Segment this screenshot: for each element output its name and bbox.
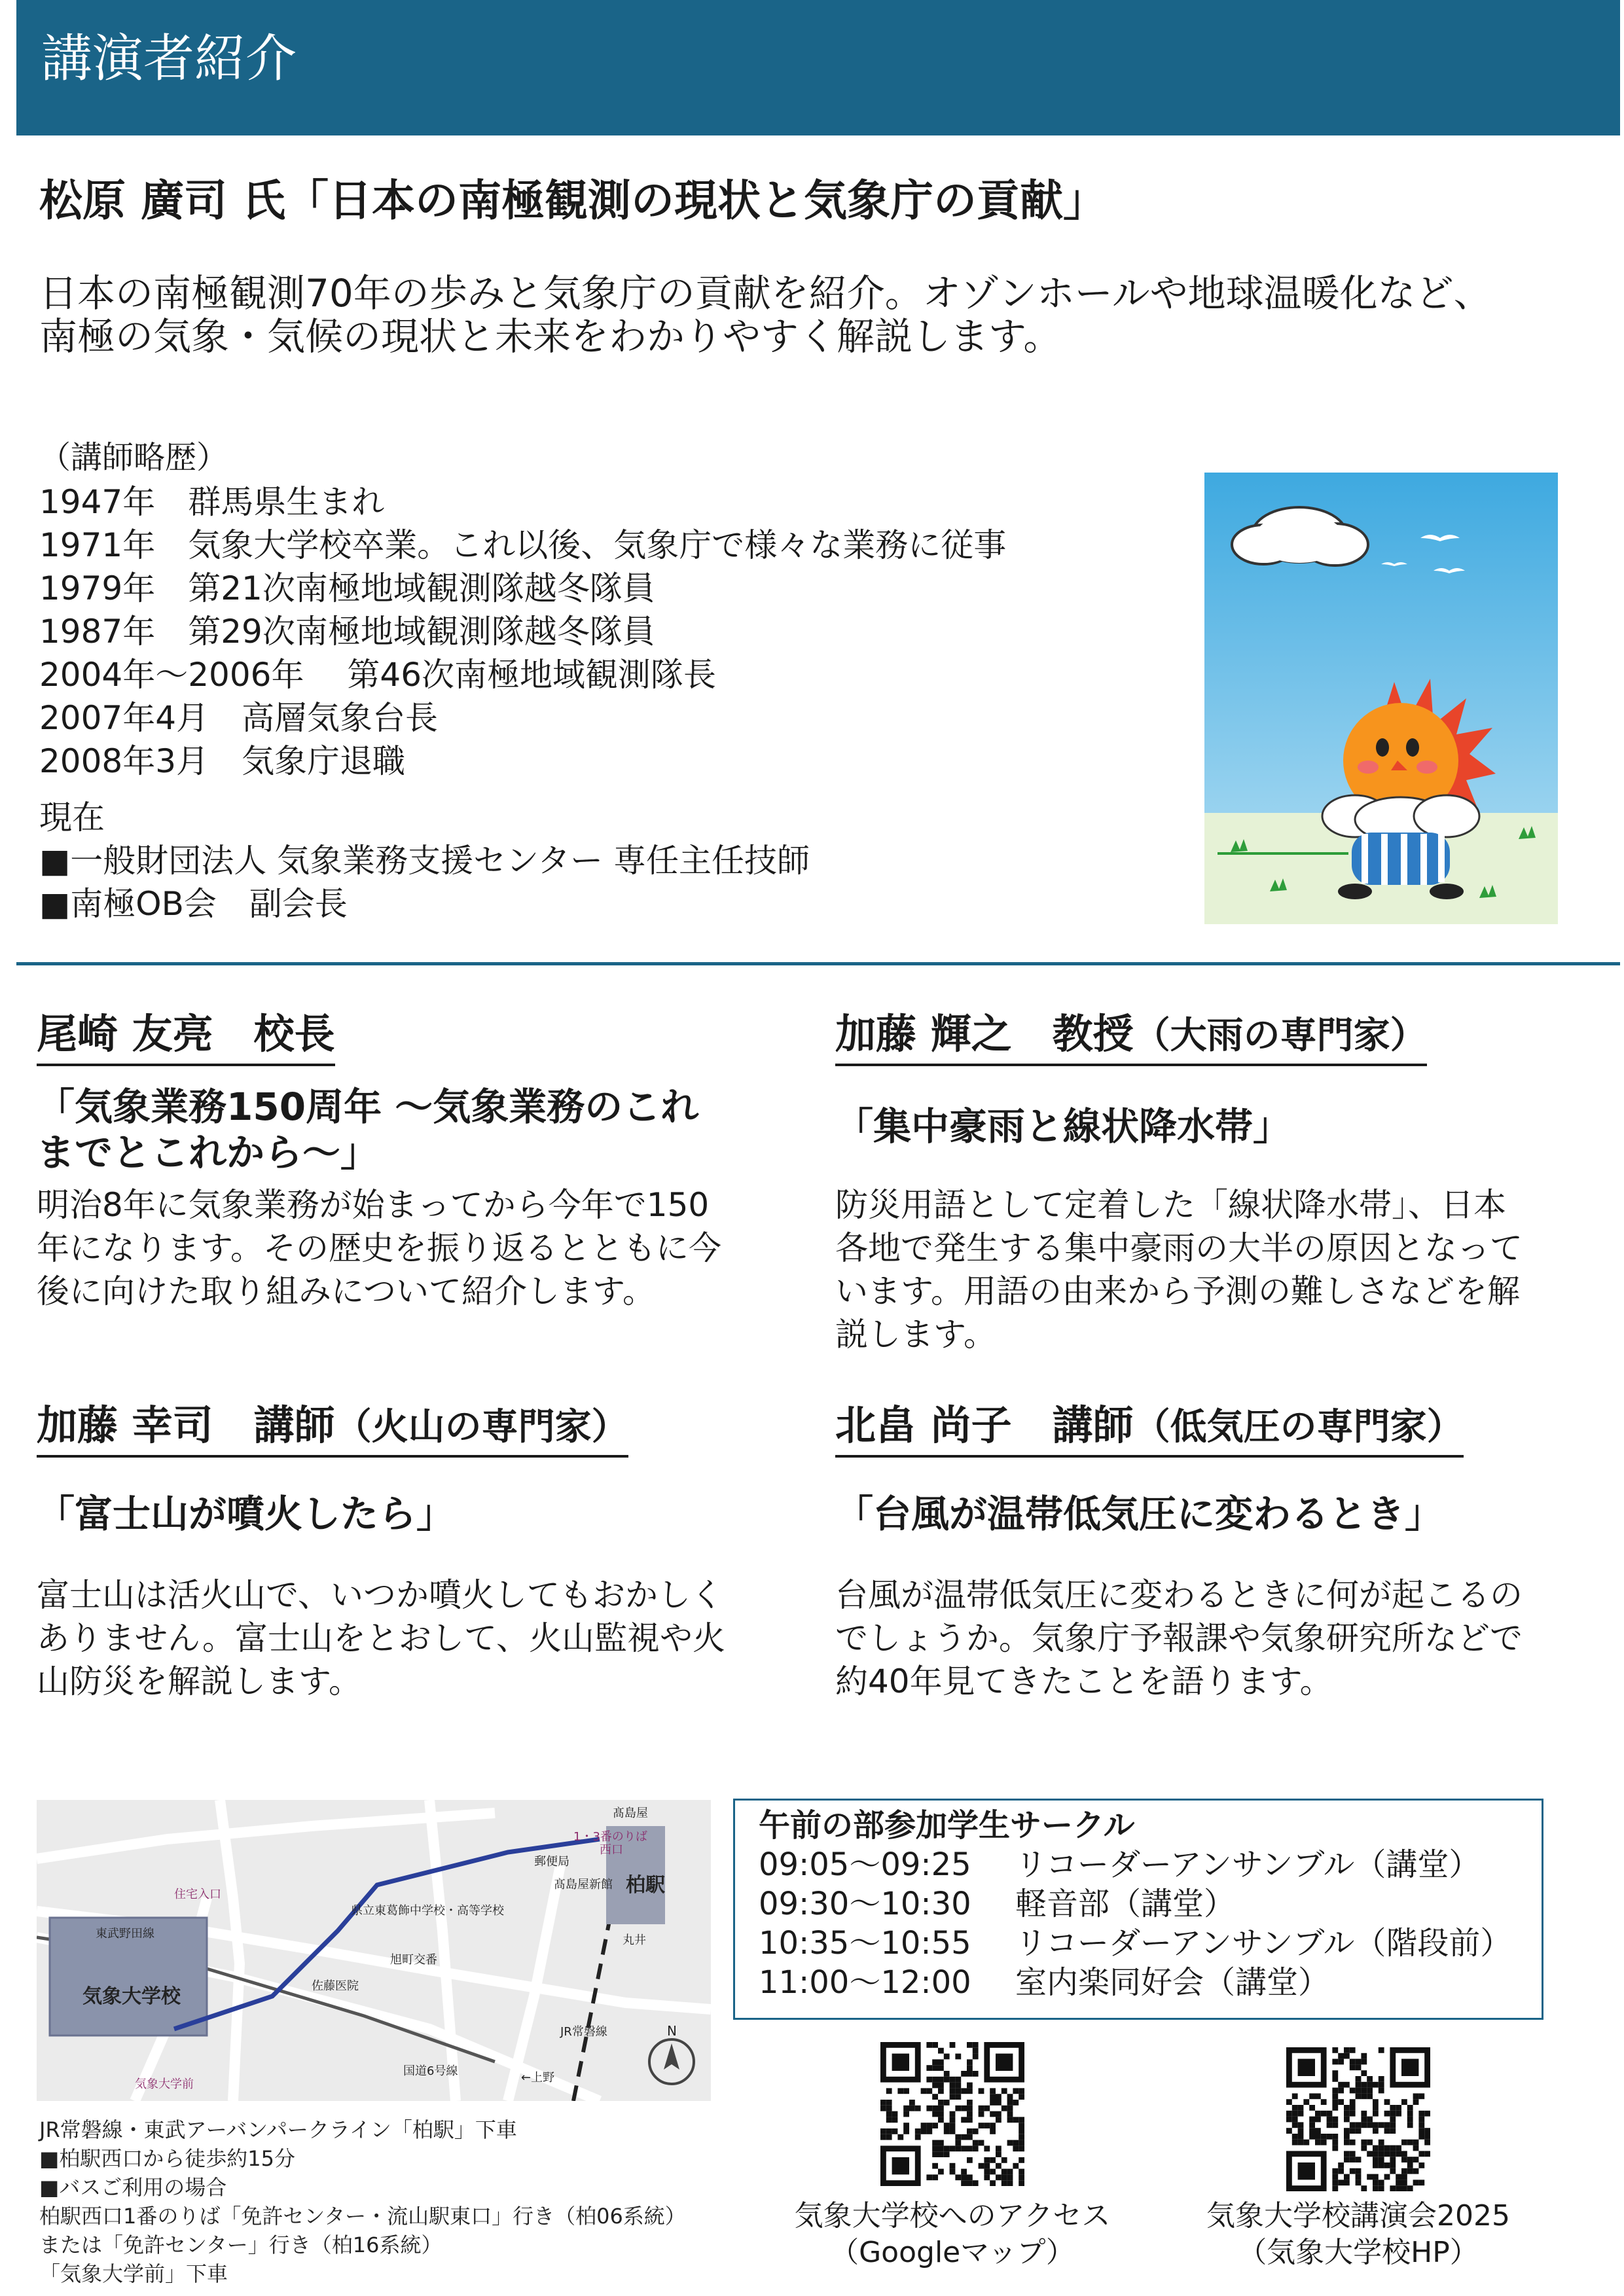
access-line: または「免許センター」行き（柏16系統） [39, 2233, 442, 2257]
map-label: 丸井 [623, 1933, 646, 1947]
desc-line: 富士山は活火山で、いつか噴火してもおかしく [37, 1576, 723, 1614]
talk-title-line: 「集中豪雨と線状降水帯」 [835, 1104, 1291, 1149]
talk-description [37, 1573, 725, 1703]
access-line: ■柏駅西口から徒歩約15分 [39, 2146, 295, 2171]
talk-title [835, 1103, 1291, 1149]
schedule-time: 09:30～10:30 [759, 1886, 971, 1922]
map-label: 国道6号線 [403, 2064, 458, 2078]
map-label: 柏駅 [626, 1874, 665, 1897]
desc-line: 後に向けた取り組みについて紹介します。 [37, 1272, 655, 1310]
speaker-name-text: 尾崎 友亮 校長 [37, 1010, 335, 1058]
lead-line: 日本の南極観測70年の歩みと気象庁の貢献を紹介。オゾンホールや地球温暖化など、 [39, 271, 1492, 315]
mascot-illustration [1204, 473, 1558, 924]
desc-line: でしょうか。気象庁予報課や気象研究所などで [835, 1619, 1523, 1657]
bio-row [39, 653, 1006, 696]
bio-year: 1947年 [39, 483, 156, 521]
desc-line: 約40年見てきたことを語ります。 [835, 1662, 1333, 1700]
speaker-name-text: 加藤 輝之 教授 [835, 1010, 1134, 1058]
speaker-card [37, 1008, 335, 1066]
bio-text: 群馬県生まれ [188, 483, 385, 521]
bio-text: 第21次南極地域観測隊越冬隊員 [188, 569, 655, 607]
bio-list [39, 480, 1006, 783]
bio-text: 高層気象台長 [242, 699, 439, 737]
schedule-row [759, 1845, 1480, 1884]
speaker-card [37, 1399, 628, 1458]
map-svg [37, 1800, 711, 2101]
map-label: 西口 [600, 1843, 623, 1857]
desc-line: 各地で発生する集中豪雨の大半の原因となって [835, 1229, 1523, 1267]
schedule-name: 軽音部（講堂） [1015, 1886, 1236, 1922]
speaker-card [835, 1008, 1427, 1066]
feature-lead [39, 272, 1610, 358]
schedule-row [759, 1963, 1329, 2002]
talk-description [835, 1183, 1523, 1356]
speaker-card [835, 1399, 1464, 1458]
bio-text: 気象庁退職 [242, 742, 406, 780]
bio-row [39, 480, 1006, 524]
access-line: 「気象大学前」下車 [39, 2261, 228, 2286]
bio-row [39, 696, 1006, 740]
speaker-role: （大雨の専門家） [1133, 1014, 1427, 1057]
schedule-row [759, 1884, 1235, 1924]
talk-title [37, 1491, 454, 1537]
talk-title-line: までとこれから～」 [37, 1130, 379, 1175]
schedule-name: リコーダーアンサンブル（講堂） [1015, 1846, 1481, 1883]
schedule-name: 室内楽同好会（講堂） [1015, 1964, 1330, 2001]
talk-title [37, 1084, 698, 1175]
desc-line: ありません。富士山をとおして、火山監視や火 [37, 1619, 725, 1657]
speaker-role: （火山の専門家） [334, 1406, 628, 1448]
qr-caption-line: 気象大学校講演会2025 [1206, 2199, 1510, 2233]
bio-year: 1979年 [39, 569, 156, 607]
talk-title-line: 「富士山が噴火したら」 [37, 1492, 455, 1536]
feature-title: 松原 廣司 氏「日本の南極観測の現状と気象庁の貢献」 [39, 175, 1106, 226]
speaker-name [835, 1008, 1427, 1066]
desc-line: 台風が温帯低気圧に変わるときに何が起こるの [835, 1576, 1523, 1614]
qr-code-icon[interactable] [880, 2042, 1024, 2186]
page-title: 講演者紹介 [41, 29, 297, 88]
talk-description [835, 1573, 1523, 1703]
speaker-name-text: 北畠 尚子 講師 [835, 1401, 1134, 1449]
map-label: JR常磐線 [560, 2025, 607, 2039]
current-positions [39, 796, 810, 925]
access-info [39, 2115, 686, 2288]
map-label: N [667, 2023, 677, 2039]
bio-heading: （講師略歴） [39, 439, 228, 476]
map-label: 郵便局 [534, 1855, 569, 1869]
current-item: ■一般財団法人 気象業務支援センター 専任主任技師 [39, 842, 810, 880]
current-heading: 現在 [39, 798, 105, 836]
qr-caption-line: （気象大学校HP） [1238, 2236, 1479, 2269]
section-divider [16, 962, 1620, 965]
map-label: 住宅入口 [174, 1888, 221, 1901]
desc-line: 山防災を解説します。 [37, 1662, 361, 1700]
map-label: ←上野 [521, 2071, 555, 2085]
map-label: 気象大学校 [82, 1985, 181, 2008]
bio-year: 1971年 [39, 526, 156, 564]
bio-year: 2008年3月 [39, 742, 209, 780]
bio-row [39, 610, 1006, 653]
map-label: 髙島屋新館 [554, 1878, 613, 1892]
desc-line: 明治8年に気象業務が始まってから今年で150 [37, 1186, 710, 1224]
qr-caption [772, 2198, 1132, 2271]
speaker-name [37, 1399, 628, 1458]
bio-text: 第29次南極地域観測隊越冬隊員 [188, 613, 655, 651]
speaker-name-text: 加藤 幸司 講師 [37, 1401, 335, 1449]
desc-line: 防災用語として定着した「線状降水帯」、日本 [835, 1186, 1506, 1224]
bio-year: 2007年4月 [39, 699, 209, 737]
circle-schedule [733, 1799, 1543, 2020]
access-line: 柏駅西口1番のりば「免許センター・流山駅東口」行き（柏06系統） [39, 2204, 686, 2229]
schedule-title: 午前の部参加学生サークル [759, 1807, 1135, 1844]
current-item: ■南極OB会 副会長 [39, 885, 348, 923]
map-label: 東武野田線 [96, 1927, 154, 1941]
map-label: 髙島屋 [613, 1806, 648, 1820]
bio-row [39, 524, 1006, 567]
lead-line: 南極の気象・気候の現状と未来をわかりやすく解説します。 [39, 314, 1062, 359]
desc-line: 説します。 [835, 1316, 996, 1354]
map-label: 旭町交番 [390, 1953, 437, 1967]
schedule-time: 11:00～12:00 [759, 1964, 971, 2001]
schedule-time: 10:35～10:55 [759, 1925, 971, 1962]
speaker-name [37, 1008, 335, 1066]
schedule-name: リコーダーアンサンブル（階段前） [1015, 1925, 1512, 1962]
map-label: 1・3番のりば [573, 1830, 647, 1844]
access-line: ■バスご利用の場合 [39, 2175, 227, 2200]
access-line: JR常磐線・東武アーバンパークライン「柏駅」下車 [39, 2117, 517, 2142]
bio-row [39, 740, 1006, 783]
bio-year: 2004年～2006年 [39, 656, 304, 694]
qr-caption [1185, 2198, 1532, 2271]
desc-line: います。用語の由来から予測の難しさなどを解 [835, 1272, 1520, 1310]
talk-title [835, 1491, 1443, 1537]
bio-text: 気象大学校卒業。これ以後、気象庁で様々な業務に従事 [188, 526, 1007, 564]
map-label: 佐藤医院 [312, 1979, 359, 1993]
talk-title-line: 「台風が温帯低気圧に変わるとき」 [835, 1492, 1443, 1536]
access-map [37, 1800, 711, 2101]
talk-description [37, 1183, 721, 1313]
qr-code-icon[interactable] [1286, 2047, 1430, 2191]
map-label: 気象大学前 [135, 2077, 194, 2091]
desc-line: 年になります。その歴史を振り返るとともに今 [37, 1229, 721, 1267]
bio-row [39, 567, 1006, 610]
header-bar [16, 0, 1620, 135]
bio-year: 1987年 [39, 613, 156, 651]
qr-caption-line: （Googleマップ） [830, 2236, 1075, 2269]
speaker-role: （低気圧の専門家） [1133, 1406, 1464, 1448]
qr-caption-line: 気象大学校へのアクセス [794, 2199, 1111, 2233]
speaker-name [835, 1399, 1464, 1458]
talk-title-line: 「気象業務150周年 ～気象業務のこれ [37, 1085, 699, 1129]
map-label: 県立東葛飾中学校・高等学校 [351, 1904, 504, 1918]
schedule-time: 09:05～09:25 [759, 1846, 971, 1883]
schedule-row [759, 1924, 1511, 1963]
bio-text: 第46次南極地域観測隊長 [347, 656, 717, 694]
